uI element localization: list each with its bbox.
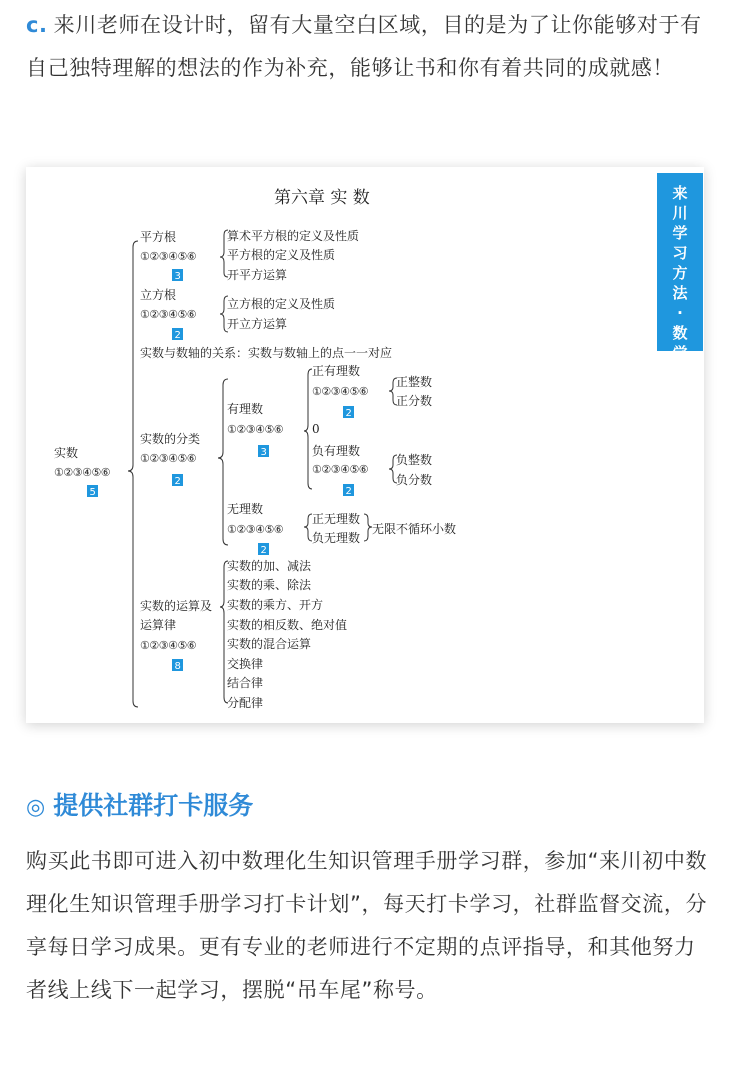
ops-item: 实数的乘、除法 xyxy=(227,578,312,592)
mindmap-diagram xyxy=(26,167,656,723)
root-badge-text: 5 xyxy=(89,487,96,498)
negrat-item: 负整数 xyxy=(396,453,433,467)
posrat-item: 正分数 xyxy=(396,394,433,408)
ops-item: 实数的相反数、绝对值 xyxy=(227,618,348,632)
irrational-note: 无限不循环小数 xyxy=(372,522,457,536)
method-tab xyxy=(657,173,703,362)
irrational-circles: ①②③④⑤⑥ xyxy=(227,523,284,536)
classify-circles: ①②③④⑤⑥ xyxy=(140,452,197,465)
ops-item: 实数的加、减法 xyxy=(227,559,312,573)
cbrt-item: 立方根的定义及性质 xyxy=(227,297,336,311)
intro-lead: c. xyxy=(26,13,48,37)
irrational-item: 正无理数 xyxy=(312,512,361,526)
ops-label-1: 实数的运算及 xyxy=(140,599,213,613)
irrational-brace xyxy=(304,514,312,541)
sqrt-badge-text: 3 xyxy=(174,271,181,282)
posrat-circles: ①②③④⑤⑥ xyxy=(312,385,369,398)
cbrt-circles: ①②③④⑤⑥ xyxy=(140,308,197,321)
rational-brace xyxy=(304,369,312,489)
ops-item: 分配律 xyxy=(227,696,264,710)
irrational-label: 无理数 xyxy=(227,502,264,516)
root-brace xyxy=(128,241,138,707)
rational-label: 有理数 xyxy=(227,402,264,416)
mindmap-card xyxy=(26,167,704,723)
cbrt-item: 开立方运算 xyxy=(227,317,288,331)
section-heading-text: 提供社群打卡服务 xyxy=(53,791,254,820)
negrat-label: 负有理数 xyxy=(312,444,361,458)
root-label: 实数 xyxy=(54,446,79,460)
target-icon: ◎ xyxy=(26,795,46,820)
intro-paragraph xyxy=(26,4,710,90)
cbrt-badge-text: 2 xyxy=(174,330,181,341)
method-tab-label: 来川学习方法·数学 xyxy=(672,184,688,362)
root-circles: ①②③④⑤⑥ xyxy=(54,466,111,479)
sqrt-item: 平方根的定义及性质 xyxy=(227,248,336,262)
rational-circles: ①②③④⑤⑥ xyxy=(227,423,284,436)
posrat-item: 正整数 xyxy=(396,375,433,389)
rational-badge-text: 3 xyxy=(260,447,267,458)
ops-circles: ①②③④⑤⑥ xyxy=(140,639,197,652)
zero-label: 0 xyxy=(312,422,320,436)
ops-item: 交换律 xyxy=(227,657,264,671)
irrational-item: 负无理数 xyxy=(312,531,361,545)
negrat-item: 负分数 xyxy=(396,473,433,487)
intro-text: 来川老师在设计时，留有大量空白区域，目的是为了让你能够对于有自己独特理解的想法的作为补充，能够让书和你有着共同的成就感！ xyxy=(26,13,702,80)
ops-label-2: 运算律 xyxy=(140,618,177,632)
chapter-title: 第六章 实 数 xyxy=(274,188,370,208)
cbrt-label: 立方根 xyxy=(140,288,177,302)
posrat-label: 正有理数 xyxy=(312,364,361,378)
ops-item: 结合律 xyxy=(227,676,264,690)
negrat-circles: ①②③④⑤⑥ xyxy=(312,463,369,476)
section-heading xyxy=(26,786,253,822)
negrat-badge-text: 2 xyxy=(345,486,352,497)
axis-relation: 实数与数轴的关系：实数与数轴上的点一一对应 xyxy=(140,346,393,360)
section-paragraph: 购买此书即可进入初中数理化生知识管理手册学习群，参加“来川初中数理化生知识管理手册学习打卡计划”，每天打卡学习，社群监督交流，分享每日学习成果。更有专业的老师进行不定期的点评指导，和其他努力者线上线下一起学习，摆脱“吊车尾”称号。 xyxy=(26,849,708,1002)
posrat-badge-text: 2 xyxy=(345,408,352,419)
sqrt-item: 算术平方根的定义及性质 xyxy=(227,229,360,243)
sqrt-circles: ①②③④⑤⑥ xyxy=(140,250,197,263)
ops-item: 实数的乘方、开方 xyxy=(227,598,324,612)
sqrt-label: 平方根 xyxy=(140,230,177,244)
classify-label: 实数的分类 xyxy=(140,432,201,446)
irrational-badge-text: 2 xyxy=(260,545,267,556)
irrational-close-brace xyxy=(364,514,372,541)
ops-item: 实数的混合运算 xyxy=(227,637,312,651)
sqrt-item: 开平方运算 xyxy=(227,268,288,282)
ops-badge-text: 8 xyxy=(174,661,181,672)
classify-badge-text: 2 xyxy=(174,476,181,487)
